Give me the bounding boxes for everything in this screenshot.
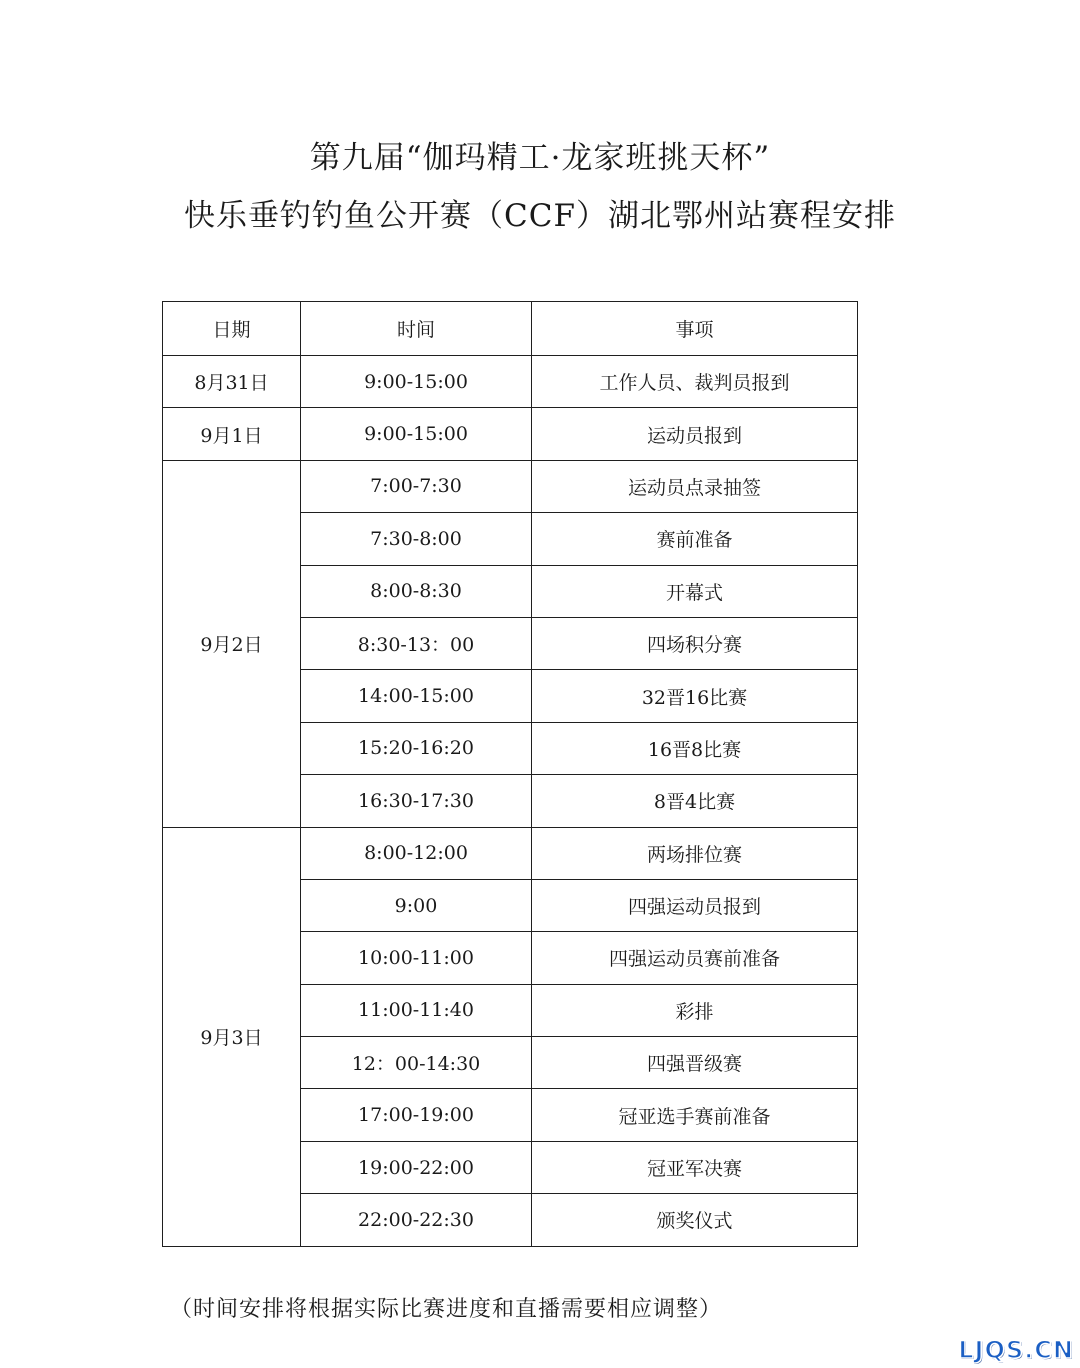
schedule-table	[162, 301, 858, 1247]
time-cell: 8:00-8:30	[301, 565, 532, 617]
item-cell: 工作人员、裁判员报到	[532, 356, 858, 408]
table-row	[163, 460, 858, 512]
site-watermark: LJQS.CN	[958, 1336, 1074, 1364]
item-cell: 运动员报到	[532, 408, 858, 460]
header-date: 日期	[163, 302, 301, 356]
item-cell: 8晋4比赛	[532, 775, 858, 827]
item-cell: 赛前准备	[532, 513, 858, 565]
time-cell: 12：00-14:30	[301, 1037, 532, 1089]
time-cell: 14:00-15:00	[301, 670, 532, 722]
document-title-line-2: 快乐垂钓钓鱼公开赛（CCF）湖北鄂州站赛程安排	[184, 198, 896, 234]
date-cell: 8月31日	[163, 356, 301, 408]
time-cell: 9:00	[301, 879, 532, 931]
time-cell: 17:00-19:00	[301, 1089, 532, 1141]
item-cell: 四强运动员报到	[532, 879, 858, 931]
time-cell: 11:00-11:40	[301, 984, 532, 1036]
schedule-body	[163, 356, 858, 1247]
item-cell: 开幕式	[532, 565, 858, 617]
table-row	[163, 356, 858, 408]
date-cell: 9月2日	[163, 460, 301, 827]
footnote: （时间安排将根据实际比赛进度和直播需要相应调整）	[170, 1297, 723, 1322]
time-cell: 16:30-17:30	[301, 775, 532, 827]
date-cell: 9月1日	[163, 408, 301, 460]
table-header-row	[163, 302, 858, 356]
document-title-line-1: 第九届“伽玛精工·龙家班挑天杯”	[309, 140, 771, 176]
time-cell: 10:00-11:00	[301, 932, 532, 984]
item-cell: 32晋16比赛	[532, 670, 858, 722]
time-cell: 8:30-13：00	[301, 617, 532, 669]
item-cell: 四场积分赛	[532, 617, 858, 669]
table-row	[163, 408, 858, 460]
date-cell: 9月3日	[163, 827, 301, 1246]
time-cell: 7:00-7:30	[301, 460, 532, 512]
item-cell: 冠亚军决赛	[532, 1141, 858, 1193]
item-cell: 四强运动员赛前准备	[532, 932, 858, 984]
time-cell: 9:00-15:00	[301, 408, 532, 460]
time-cell: 7:30-8:00	[301, 513, 532, 565]
time-cell: 15:20-16:20	[301, 722, 532, 774]
time-cell: 9:00-15:00	[301, 356, 532, 408]
item-cell: 四强晋级赛	[532, 1037, 858, 1089]
item-cell: 颁奖仪式	[532, 1194, 858, 1246]
item-cell: 两场排位赛	[532, 827, 858, 879]
time-cell: 22:00-22:30	[301, 1194, 532, 1246]
time-cell: 8:00-12:00	[301, 827, 532, 879]
time-cell: 19:00-22:00	[301, 1141, 532, 1193]
header-item: 事项	[532, 302, 858, 356]
item-cell: 彩排	[532, 984, 858, 1036]
header-time: 时间	[301, 302, 532, 356]
item-cell: 运动员点录抽签	[532, 460, 858, 512]
item-cell: 16晋8比赛	[532, 722, 858, 774]
item-cell: 冠亚选手赛前准备	[532, 1089, 858, 1141]
table-row	[163, 827, 858, 879]
